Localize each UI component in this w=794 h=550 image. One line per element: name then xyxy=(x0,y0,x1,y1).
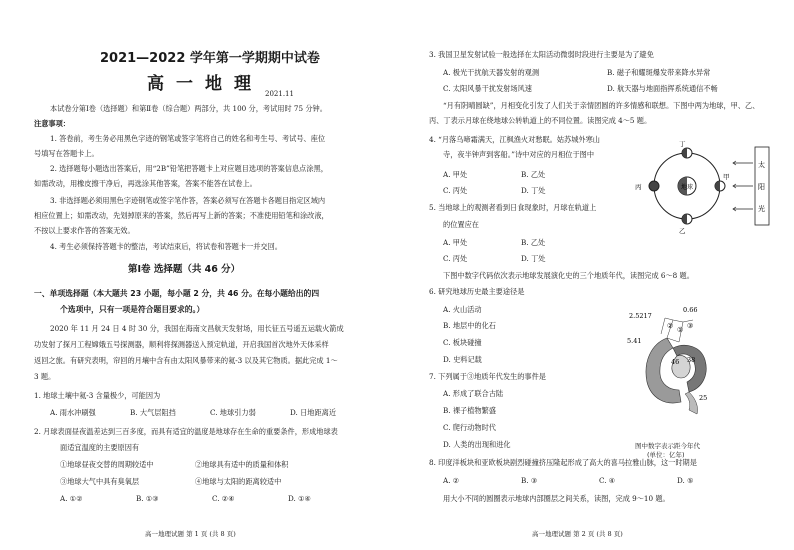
option[interactable]: D. 史料记载 xyxy=(443,355,482,364)
intro-line: 2. 选择题每小题选出答案后，用“2B”铅笔把答题卡上对应题目选项的答案信息点涂黑， xyxy=(50,164,328,173)
option[interactable]: A. 形成了联合古陆 xyxy=(443,389,504,398)
era-marker: ③ xyxy=(687,322,694,330)
question-1-stem: 1. 地球土壤中氦-3 含量极少，可能因为 xyxy=(34,391,161,400)
option[interactable]: D. 日地距离近 xyxy=(290,408,337,417)
question-7-stem: 7. 下列属于③地质年代发生的事件是 xyxy=(429,372,546,381)
age-label: 38 xyxy=(687,356,696,364)
option[interactable]: C. 太阳风暴干扰发射场风速 xyxy=(443,84,532,93)
option[interactable]: B. 乙处 xyxy=(521,238,546,247)
moon-bing xyxy=(635,181,659,191)
age-label: 0.66 xyxy=(683,306,698,314)
era-marker: ① xyxy=(677,326,684,334)
exam-page-2 xyxy=(397,0,794,550)
intro-line: 相应位置上；如需改动，先划掉原来的答案，然后再写上新的答案；不准使用铅笔和涂改液， xyxy=(34,211,329,220)
notice-heading: 注意事项： xyxy=(34,119,70,128)
option[interactable]: C. ②④ xyxy=(212,494,235,503)
option[interactable]: C. 地球引力弱 xyxy=(210,408,256,417)
svg-text:丁: 丁 xyxy=(679,140,686,148)
option[interactable]: A. ①② xyxy=(60,494,83,503)
intro-line: 不按以上要求作答的答案无效。 xyxy=(34,226,135,235)
intro-line: 4. 考生必须保持答题卡的整洁，考试结束后，将试卷和答题卡一并交回。 xyxy=(50,242,282,251)
option[interactable]: C. 丙处 xyxy=(443,186,468,195)
option[interactable]: B. 地层中的化石 xyxy=(443,321,496,330)
passage-line: 3 题。 xyxy=(34,372,56,381)
option[interactable]: A. 甲处 xyxy=(443,238,468,247)
question-2-stem: 2. 月球表面昼夜温差达到三百多度，而具有适宜的温度是地球存在生命的重要条件，形成地球表 xyxy=(34,427,338,436)
option[interactable]: D. 航天器与地面指挥系统通信不畅 xyxy=(607,84,718,93)
sunlight-arrows xyxy=(733,161,753,211)
intro-line: 3. 非选择题必须用黑色字迹钢笔或签字笔作答，答案必须写在答题卡各题目指定区域内 xyxy=(50,196,326,205)
option[interactable]: A. 雨水冲刷强 xyxy=(50,408,96,417)
geologic-time-spiral-figure xyxy=(627,298,739,440)
passage-line: 丙、丁表示月球在绕地球公转轨道上的不同位置。读图完成 4～5 题。 xyxy=(429,116,652,125)
question-6-stem: 6. 研究地球历史最主要途径是 xyxy=(429,287,525,296)
option[interactable]: D. ⑤ xyxy=(677,476,694,485)
passage-line: “月有阴晴圆缺”，月相变化引发了人们关于亲情团圆的许多情感和联想。下图中两为地球，甲、乙、 xyxy=(443,101,760,110)
statement-item: ④地球与太阳的距离较适中 xyxy=(195,477,282,486)
passage-line: 功发射了探月工程嫦娥五号探测器，顺利将探测器送入预定轨道，开启我国首次地外天体采样 xyxy=(34,340,329,349)
statement-item: ③地球大气中具有臭氧层 xyxy=(60,477,140,486)
age-label: 25 xyxy=(699,394,708,402)
earth-label: 地球 xyxy=(680,184,694,191)
option[interactable]: A. 火山活动 xyxy=(443,305,482,314)
option[interactable]: B. ①③ xyxy=(136,494,159,503)
age-label: 2.5217 xyxy=(629,312,652,320)
era-marker: ② xyxy=(667,322,674,330)
passage-line: 返回之旅。有研究表明，帘回的月壤中含有由太阳风暴带来的氦-3 以及其它物质。据此完成 1～ xyxy=(34,356,338,365)
svg-text:光: 光 xyxy=(758,205,765,213)
question-8-stem: 8. 印度洋板块和亚欧板块剧烈碰撞挤压隆起形成了高大的喜马拉雅山脉，这一时期是 xyxy=(429,458,697,467)
section-heading: 个选项中，只有一项是符合题目要求的。） xyxy=(60,305,205,314)
page-footer: 高一地理试题 第 1 页 (共 8 页) xyxy=(145,530,236,538)
option[interactable]: B. 裸子植物繁盛 xyxy=(443,406,496,415)
question-2-stem: 面适宜温度的主要原因有 xyxy=(60,443,140,452)
intro-line: 如需改动，用橡皮擦干净后，再选涂其他答案，答案不能答在试卷上。 xyxy=(34,179,257,188)
age-label: 5.41 xyxy=(627,337,642,345)
option[interactable]: B. 大气层阻挡 xyxy=(130,408,176,417)
option[interactable]: A. 甲处 xyxy=(443,170,468,179)
option[interactable]: D. 丁处 xyxy=(521,186,546,195)
spiral-tail xyxy=(685,392,698,414)
exam-date: 2021.11 xyxy=(265,90,294,98)
moon-ding xyxy=(679,140,692,158)
moon-yi xyxy=(679,214,692,235)
option[interactable]: C. 板块碰撞 xyxy=(443,338,482,347)
statement-item: ①地球昼夜交替的周期较适中 xyxy=(60,460,154,469)
question-4-stem: 寺，夜半钟声到客船。”诗中对应的月相位于图中 xyxy=(443,150,595,159)
intro-line: 1. 答卷前，考生务必用黑色字迹的钢笔或签字笔将自己的姓名和考生号、考试号、座位 xyxy=(50,134,326,143)
svg-text:丙: 丙 xyxy=(635,183,642,191)
intro-line: 本试卷分第Ⅰ卷（选择题）和第Ⅱ卷（综合题）两部分，共 100 分，考试用时 75 分钟。 xyxy=(50,104,327,113)
age-label: 46 xyxy=(671,358,680,366)
passage-line: 用大小不同的圆圈表示地球内部圈层之间关系，读图，完成 9～10 题。 xyxy=(443,494,670,503)
moon-orbit-figure xyxy=(629,137,789,235)
option[interactable]: C. 丙处 xyxy=(443,254,468,263)
passage-line: 2020 年 11 月 24 日 4 时 30 分，我国在海南文昌航天发射场，用长征五号遥五运载火箭成 xyxy=(50,324,344,333)
option[interactable]: C. 爬行动物时代 xyxy=(443,423,496,432)
option[interactable]: D. 人类的出现和进化 xyxy=(443,440,511,449)
statement-item: ②地球具有适中的质量和体积 xyxy=(195,460,289,469)
option[interactable]: D. ①④ xyxy=(288,494,311,503)
option[interactable]: B. ③ xyxy=(521,476,538,485)
passage-line: 下图中数字代码依次表示地球发展演化史的三个地质年代，读图完成 6～8 题。 xyxy=(443,271,694,280)
figure-caption: (单位：亿年) xyxy=(647,451,685,459)
option[interactable]: D. 丁处 xyxy=(521,254,546,263)
question-5-stem: 的位置应在 xyxy=(443,220,479,229)
part-1-heading: 第Ⅰ卷 选择题（共 46 分） xyxy=(128,264,241,275)
svg-text:乙: 乙 xyxy=(679,227,686,235)
option[interactable]: C. ④ xyxy=(599,476,616,485)
question-5-stem: 5. 当地球上的观测者看到日食现象时，月球在轨道上 xyxy=(429,203,597,212)
moon-jia xyxy=(715,173,730,191)
svg-text:甲: 甲 xyxy=(723,173,730,181)
option[interactable]: A. 极光干扰航天器发射的观测 xyxy=(443,68,540,77)
svg-text:太: 太 xyxy=(758,161,765,169)
option[interactable]: B. 磁子和耀斑爆发带来降水异常 xyxy=(607,68,711,77)
page-footer: 高一地理试题 第 2 页 (共 8 页) xyxy=(532,530,623,538)
question-4-stem: 4. “月落乌啼霜满天，江枫渔火对愁眠。姑苏城外寒山 xyxy=(429,135,600,144)
figure-caption: 图中数字表示距今年代 xyxy=(635,442,700,450)
subject-title: 高一地理 xyxy=(147,74,263,94)
svg-text:阳: 阳 xyxy=(758,183,765,191)
exam-title: 2021—2022 学年第一学期期中试卷 xyxy=(100,51,320,66)
intro-line: 号填写在答题卡上。 xyxy=(34,149,99,158)
question-3-stem: 3. 我国卫星发射试验一般选择在太阳活动微弱时段进行主要是为了避免 xyxy=(429,50,654,59)
section-heading: 一、单项选择题（本大题共 23 小题，每小题 2 分，共 46 分。在每小题给出的四 xyxy=(34,289,320,298)
option[interactable]: B. 乙处 xyxy=(521,170,546,179)
option[interactable]: A. ② xyxy=(443,476,460,485)
